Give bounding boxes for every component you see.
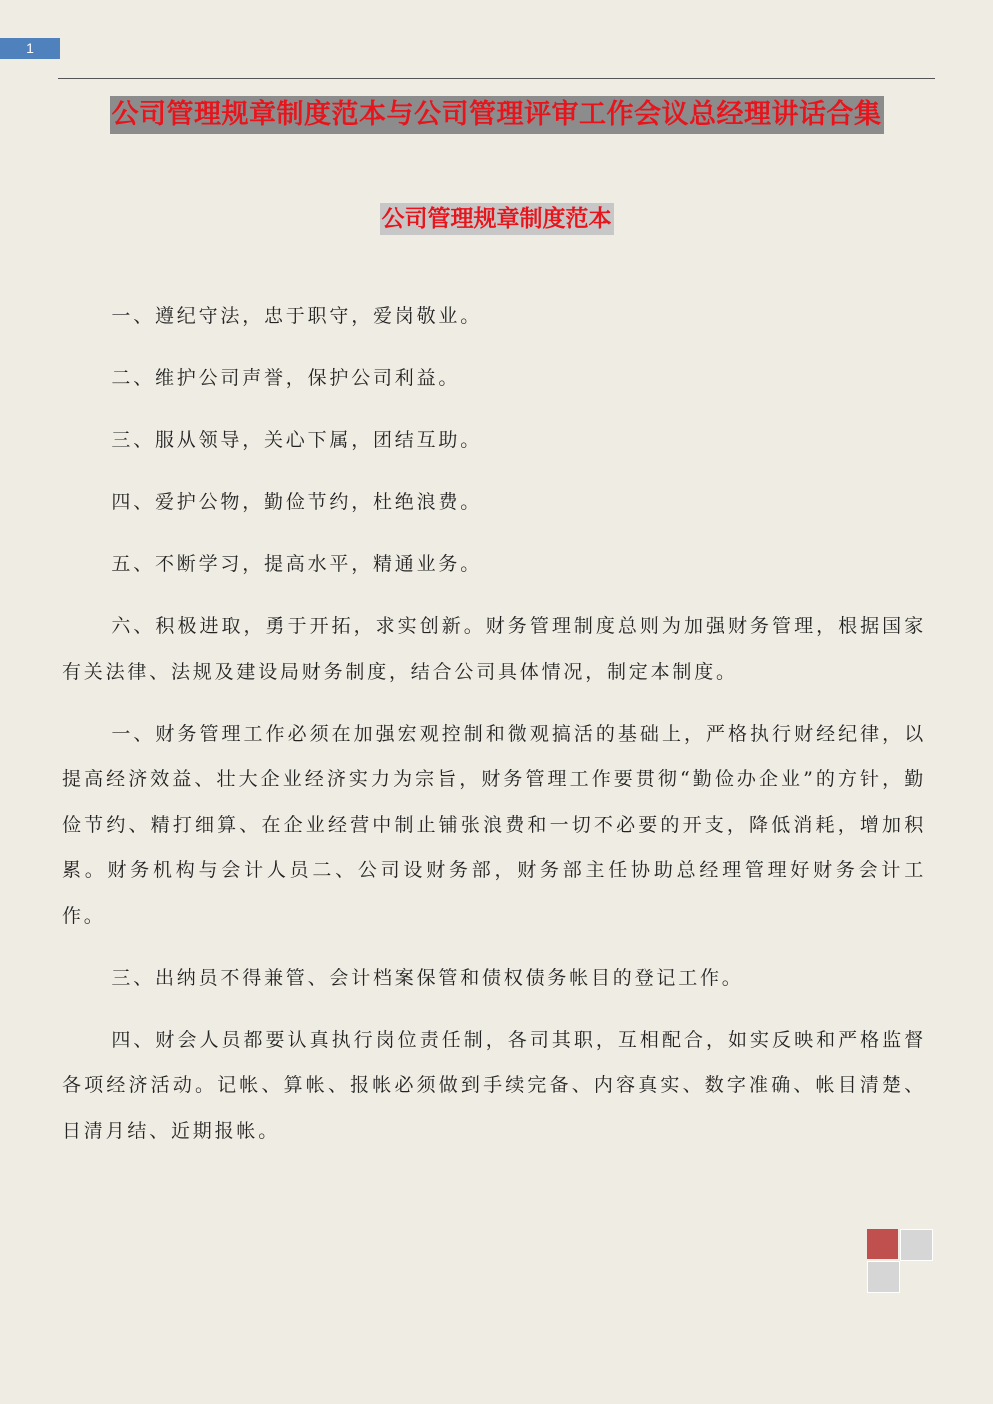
- decoration-square-red: [867, 1229, 898, 1259]
- document-body: [62, 294, 926, 1154]
- decoration-square-gray: [900, 1229, 933, 1261]
- section-title: 公司管理规章制度范本: [380, 203, 614, 235]
- paragraph-9: 四、财会人员都要认真执行岗位责任制，各司其职，互相配合，如实反映和严格监督各项经济活动。记帐、算帐、报帐必须做到手续完备、内容真实、数字准确、帐目清楚、日清月结、近期报帐。: [62, 1028, 926, 1142]
- paragraph-1: 一、遵纪守法，忠于职守，爱岗敬业。: [111, 305, 482, 327]
- decoration-square-gray: [867, 1261, 900, 1293]
- header-divider: [58, 78, 935, 79]
- paragraph-8: 三、出纳员不得兼管、会计档案保管和债权债务帐目的登记工作。: [111, 966, 744, 989]
- page-number-badge: 1: [0, 38, 60, 59]
- paragraph-7: 一、财务管理工作必须在加强宏观控制和微观搞活的基础上，严格执行财经纪律，以提高经济效益、壮大企业经济实力为宗旨，财务管理工作要贯彻“勤俭办企业”的方针，勤俭节约、精打细算、在企业经营中制止铺张浪费和一切不必要的开支，降低消耗，增加积累。财务机构与会计人员二、公司设财务部，财务部主任协助总经理管理好财务会计工作。: [62, 722, 926, 927]
- paragraph-6: 六、积极进取，勇于开拓，求实创新。财务管理制度总则为加强财务管理，根据国家有关法律、法规及建设局财务制度，结合公司具体情况，制定本制度。: [62, 615, 926, 683]
- paragraph-4: 四、爱护公物，勤俭节约，杜绝浪费。: [111, 491, 482, 513]
- paragraph-2: 二、维护公司声誉，保护公司利益。: [111, 367, 461, 389]
- paragraph-3: 三、服从领导，关心下属，团结互助。: [111, 429, 482, 451]
- main-title-container: [0, 96, 993, 134]
- sub-title-container: [0, 203, 993, 235]
- main-title: 公司管理规章制度范本与公司管理评审工作会议总经理讲话合集: [110, 96, 884, 134]
- paragraph-5: 五、不断学习，提高水平，精通业务。: [111, 553, 482, 575]
- corner-decoration: [866, 1228, 934, 1292]
